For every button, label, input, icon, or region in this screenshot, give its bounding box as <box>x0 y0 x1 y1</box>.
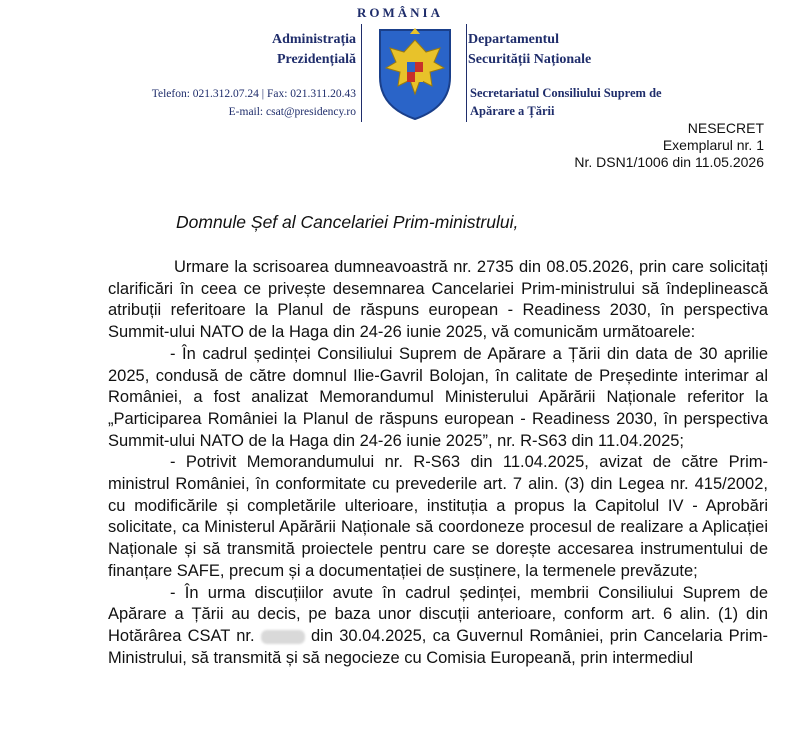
paragraph-4-end: din 30.04.2025, ca Guvernul României, prin Cancelaria Prim-Ministrului, să transmită și să negocieze cu Comisia Europeană, prin intermediul <box>108 626 768 667</box>
department-name-right <box>468 30 768 70</box>
issuer-name-left <box>180 30 356 70</box>
secretariat-name <box>470 84 770 120</box>
salutation: Domnule Șef al Cancelariei Prim-ministrului, <box>176 212 519 232</box>
secretariat-line-2: Apărare a Țării <box>470 104 555 118</box>
redacted-number <box>261 630 305 644</box>
romanian-coat-of-arms-icon <box>370 22 460 122</box>
paragraph-4 <box>108 583 768 670</box>
paragraph-1: Urmare la scrisoarea dumneavoastră nr. 2735 din 08.05.2026, prin care solicitați clarificări în ceea ce privește desemnarea Cancelariei Prim-ministrului să îndeplinească atribuții referitoare la Planul de răspuns european - Readiness 2030, în perspectiva Summit-ului NATO de la Haga din 24-26 iunie 2025, vă comunicăm următoarele: <box>108 258 768 342</box>
copy-number: Exemplarul nr. 1 <box>662 137 764 153</box>
header-divider-right <box>466 24 467 122</box>
paragraph-3: - Potrivit Memorandumului nr. R-S63 din 11.04.2025, avizat de către Prim-ministrul României, în conformitate cu prevederile art. 7 alin. (3) din Legea nr. 415/2002, cu modificările și completările ulterioare, instituția a propus la Capitolul IV - Aprobări solicitate, ca Ministerul Apărării Naționale să coordoneze procesul de realizare a Aplicației Naționale și să transmită proiectele pentru care se dorește accesarea instrumentului de finanțare SAFE, precum și a documentației de susținere, la termenele prevăzute; <box>108 453 768 580</box>
department-line-2: Securității Naționale <box>468 52 592 67</box>
phone-fax: Telefon: 021.312.07.24 | Fax: 021.311.20.43 <box>151 88 356 100</box>
issuer-line-2: Prezidențială <box>276 52 356 67</box>
issuer-line-1: Administrația <box>272 32 356 47</box>
email-address: E-mail: csat@presidency.ro <box>228 106 356 118</box>
department-line-1: Departamentul <box>468 32 559 47</box>
letter-body <box>108 257 768 669</box>
reference-number: Nr. DSN1/1006 din 11.05.2026 <box>574 154 764 170</box>
secretariat-line-1: Secretariatul Consiliului Suprem de <box>470 86 662 100</box>
paragraph-4-start: - În urma discuțiilor avute în cadrul ședinței, membrii Consiliului Suprem de Apărare a Țării au decis, pe baza unor discuții anterioare, conform art. 6 alin. (1) din Hotărârea CSAT nr. <box>108 583 768 645</box>
document-meta <box>574 120 764 171</box>
classification-label: NESECRET <box>687 120 764 136</box>
country-name: ROMÂNIA <box>357 5 443 20</box>
header-divider-left <box>361 24 362 122</box>
paragraph-2: - În cadrul ședinței Consiliului Suprem de Apărare a Țării din data de 30 aprilie 2025, condusă de către domnul Ilie-Gavril Bolojan, în calitate de Președinte interimar al României, a fost analizat Memorandumul Ministerului Apărării Naționale referitor la „Participarea României la Planul de răspuns european - Readiness 2030, în perspectiva Summit-ului NATO de la Haga din 24-26 iunie 2025”, nr. R-S63 din 11.04.2025; <box>108 344 768 450</box>
